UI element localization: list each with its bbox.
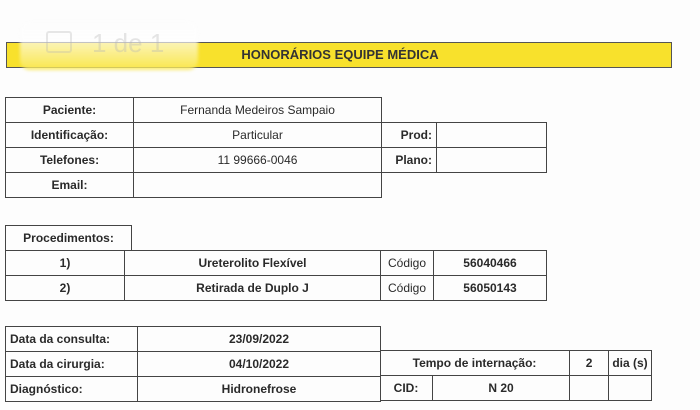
procedures-label-box <box>5 225 132 251</box>
procedure-code: 56040466 <box>434 251 547 276</box>
page-indicator: 1 de 1 <box>92 28 165 58</box>
identificacao-value: Particular <box>134 123 382 148</box>
row-cid <box>380 376 652 401</box>
procedure-row <box>6 276 547 301</box>
procedure-number: 1) <box>6 251 125 276</box>
procedure-code-label: Código <box>381 251 434 276</box>
row-paciente <box>6 98 382 123</box>
prod-label: Prod: <box>381 123 437 148</box>
identificacao-label: Identificação: <box>6 123 134 148</box>
plano-value <box>437 148 547 173</box>
row-plano <box>381 148 547 173</box>
row-identificacao <box>6 123 382 148</box>
internacao-unit: dia (s) <box>609 351 652 376</box>
paciente-value: Fernanda Medeiros Sampaio <box>134 98 382 123</box>
diagnostico-label: Diagnóstico: <box>6 377 138 402</box>
procedure-name: Retirada de Duplo J <box>125 276 381 301</box>
consulta-label: Data da consulta: <box>6 327 138 352</box>
email-label: Email: <box>6 173 134 198</box>
row-prod <box>381 123 547 148</box>
internacao-label: Tempo de internação: <box>380 351 570 376</box>
page-icon <box>46 31 72 53</box>
consulta-value: 23/09/2022 <box>138 327 381 352</box>
patient-table <box>5 97 382 198</box>
diagnostico-value: Hidronefrose <box>138 377 381 402</box>
cid-value: N 20 <box>433 376 570 401</box>
dates-table <box>5 326 381 402</box>
row-consulta <box>6 327 381 352</box>
cirurgia-label: Data da cirurgia: <box>6 352 138 377</box>
procedure-row <box>6 251 547 276</box>
procedure-code: 56050143 <box>434 276 547 301</box>
prod-plano-table <box>381 122 547 173</box>
procedure-name: Ureterolito Flexível <box>125 251 381 276</box>
row-cirurgia <box>6 352 381 377</box>
procedure-number: 2) <box>6 276 125 301</box>
row-email <box>6 173 382 198</box>
plano-label: Plano: <box>381 148 437 173</box>
cid-label: CID: <box>380 376 433 401</box>
telefones-label: Telefones: <box>6 148 134 173</box>
procedures-label: Procedimentos: <box>6 226 132 251</box>
email-value <box>134 173 382 198</box>
cid-extra-1 <box>570 376 609 401</box>
procedures-table <box>5 250 547 301</box>
procedure-code-label: Código <box>381 276 434 301</box>
page-title: HONORÁRIOS EQUIPE MÉDICA <box>241 47 439 62</box>
internacao-cid-table <box>380 350 652 401</box>
cid-extra-2 <box>609 376 652 401</box>
internacao-value: 2 <box>570 351 609 376</box>
cirurgia-value: 04/10/2022 <box>138 352 381 377</box>
telefones-value: 11 99666-0046 <box>134 148 382 173</box>
prod-value <box>437 123 547 148</box>
row-telefones <box>6 148 382 173</box>
row-internacao <box>380 351 652 376</box>
row-diagnostico <box>6 377 381 402</box>
paciente-label: Paciente: <box>6 98 134 123</box>
